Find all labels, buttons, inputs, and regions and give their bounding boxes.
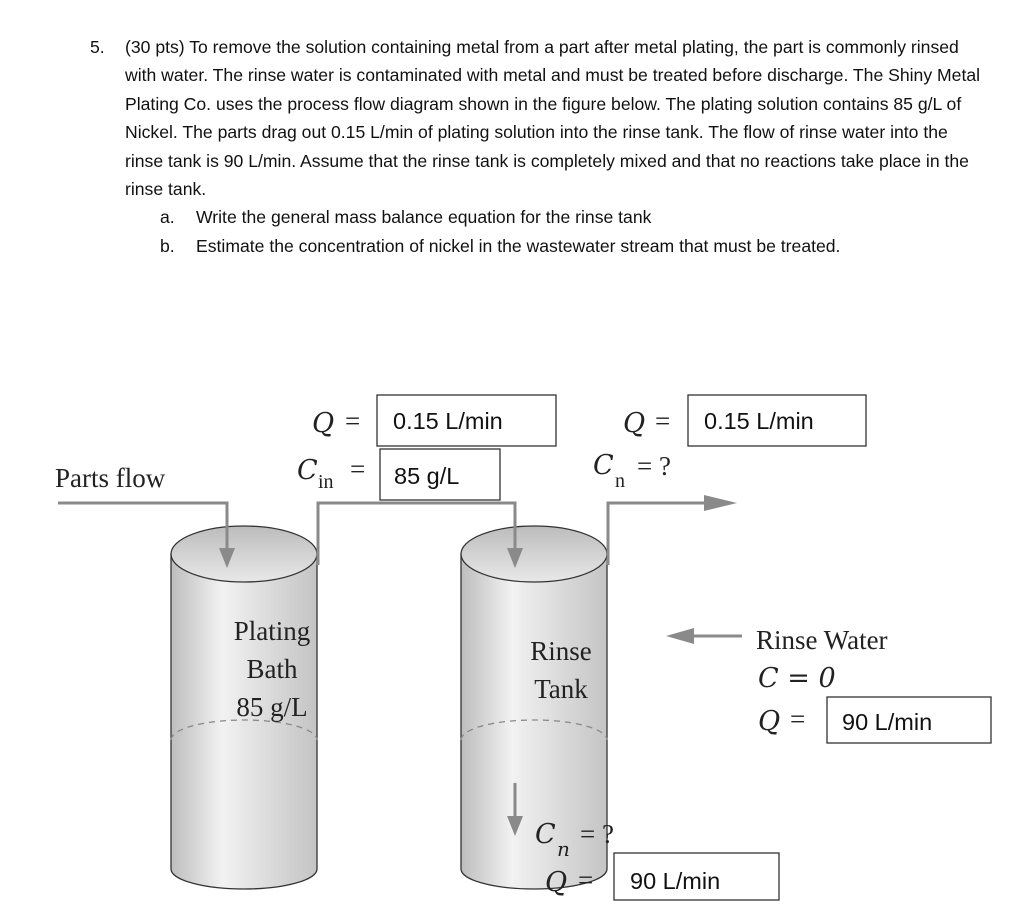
part-a-text: Write the general mass balance equation for the rinse tank [196,207,652,228]
part-b-label: b. [160,235,175,256]
equals-2: = [350,454,366,484]
cn-unknown-top: = ? [637,451,671,481]
c-symbol-n-top: C [593,450,614,481]
plating-bath-conc: 85 g/L [236,692,308,722]
q-symbol-2: Q [623,408,646,439]
rinse-tank-line1: Rinse [530,636,592,666]
cn-subscript-bottom: n [557,837,570,861]
rinse-water-title: Rinse Water [756,625,888,655]
cn-unknown-bottom: = ? [580,819,614,849]
parts-flow-label: Parts flow [55,463,166,493]
plating-bath-line2: Bath [246,654,298,684]
equals-3: = [655,406,671,436]
plating-conc-value: 85 g/L [394,463,460,489]
arrow-outlet [704,495,737,511]
problem-number: 5. [90,37,105,57]
drag-out-flow-value: 0.15 L/min [393,408,503,434]
flow-lines [58,503,742,820]
rinse-tank-line2: Tank [534,674,588,704]
q-symbol-1: Q [312,408,335,439]
outlet-line [608,503,708,565]
c-symbol-n-bottom: C [535,819,556,850]
problem-body: (30 pts) To remove the solution containing metal from a part after metal plating, the part is commonly rinsed with water. The rinse water is contaminated with metal and must be treated before discharge. The Shiny Metal Plating Co. uses the process flow diagram shown in the figure below. The plating solution contains 85 g/L of Nickel. The parts drag out 0.15 L/min of plating solution into the rinse tank. The flow of rinse water into the rinse tank is 90 L/min. Assume that the rinse tank is completely mixed and that no reactions take place in the rinse tank. [125,37,981,200]
part-b-text: Estimate the concentration of nickel in the wastewater stream that must be treated. [196,235,841,256]
q-symbol-4: Q [545,867,568,898]
q-symbol-3: Q [758,706,781,737]
part-a-label: a. [160,207,175,228]
equals-5: = [578,865,594,895]
equals-1: = [345,406,361,436]
c-symbol-in: C [297,455,318,486]
cin-subscript: in [318,471,334,493]
arrow-rinse-water-in [666,628,694,644]
equals-4: = [790,704,806,734]
plating-bath-line1: Plating [233,616,311,646]
wastewater-flow-value: 90 L/min [630,868,721,894]
rinse-water-flow-value: 90 L/min [842,709,933,735]
outlet-flow-value: 0.15 L/min [704,408,814,434]
rinse-water-conc: C = 0 [758,663,836,694]
cn-subscript-top: n [615,470,625,492]
